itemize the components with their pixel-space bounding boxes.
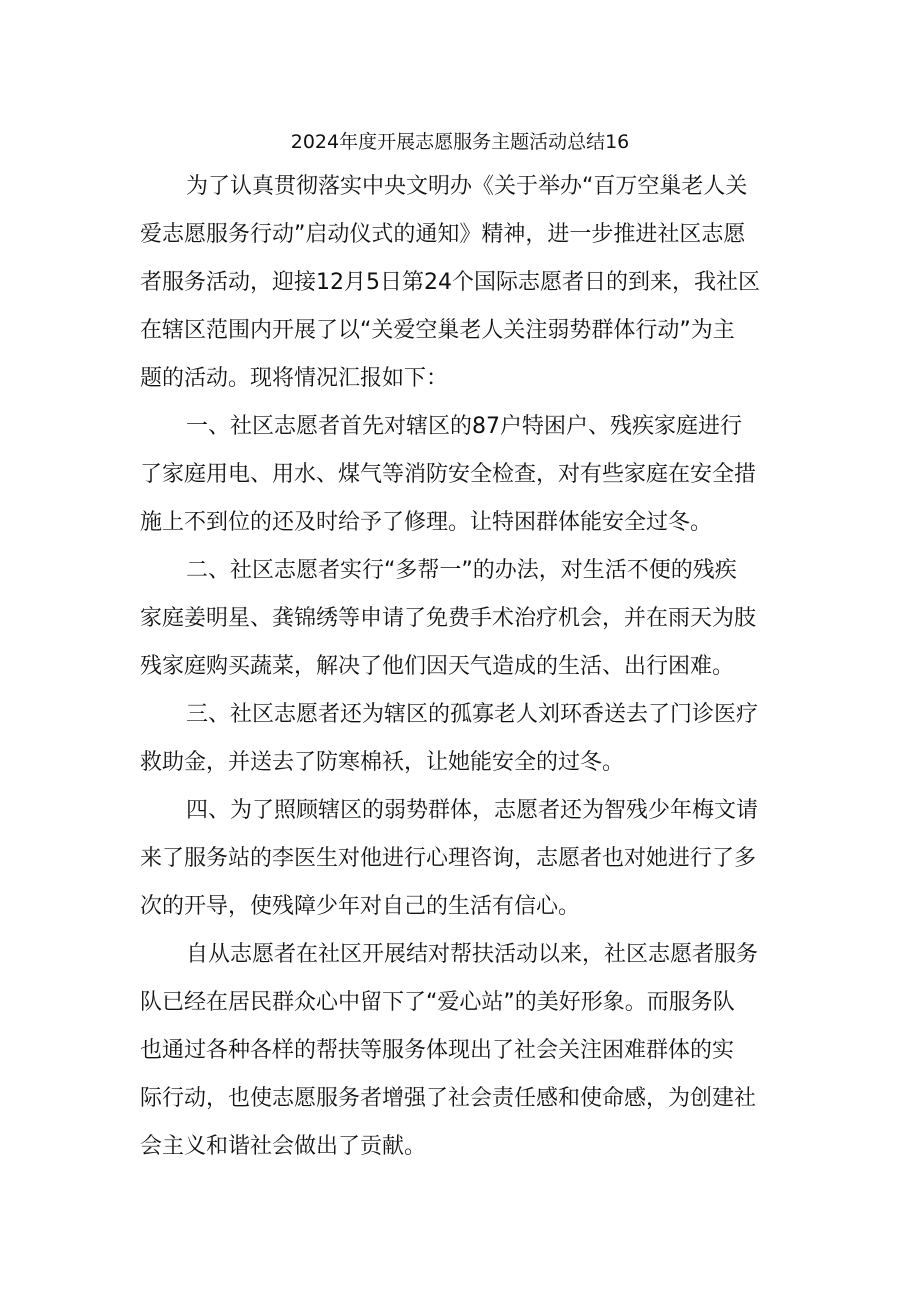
paragraph-line: 者服务活动，迎接12月5日第24个国际志愿者日的到来，我社区 [140,270,760,295]
paragraph-line: 救助金，并送去了防寒棉袄，让她能安全的过冬。 [140,750,625,775]
paragraph-line: 家庭姜明星、龚锦绣等申请了免费手术治疗机会，并在雨天为肢 [140,606,757,631]
paragraph-line: 自从志愿者在社区开展结对帮扶活动以来，社区志愿者服务 [186,942,759,967]
paragraph-line: 二、社区志愿者实行“多帮一”的办法，对生活不便的残疾 [186,558,737,583]
paragraph-line: 际行动，也使志愿服务者增强了社会责任感和使命感，为创建社 [140,1086,757,1111]
document-title: 2024年度开展志愿服务主题活动总结16 [290,131,630,153]
paragraph-item-3 [140,691,780,787]
paragraph-conclusion [140,931,780,1171]
paragraph-line: 残家庭购买蔬菜，解决了他们因天气造成的生活、出行困难。 [140,654,735,679]
paragraph-line: 为了认真贯彻落实中央文明办《关于举办“百万空巢老人关 [186,174,748,199]
paragraph-item-1 [140,403,780,547]
paragraph-line: 爱志愿服务行动”启动仪式的通知》精神，进一步推进社区志愿 [140,222,746,247]
paragraph-line: 次的开导，使残障少年对自己的生活有信心。 [140,894,581,919]
paragraph-line: 一、社区志愿者首先对辖区的87户特困户、残疾家庭进行 [186,414,742,439]
paragraph-line: 队已经在居民群众心中留下了“爱心站”的美好形象。而服务队 [140,990,735,1015]
paragraph-item-2 [140,547,780,691]
document-body [140,163,780,1171]
paragraph-line: 施上不到位的还及时给予了修理。让特困群体能安全过冬。 [140,510,713,535]
paragraph-line: 来了服务站的李医生对他进行心理咨询，志愿者也对她进行了多 [140,846,757,871]
paragraph-line: 题的活动。现将情况汇报如下： [140,366,449,391]
paragraph-item-4 [140,787,780,931]
paragraph-intro [140,163,780,403]
paragraph-line: 四、为了照顾辖区的弱势群体，志愿者还为智残少年梅文请 [186,798,759,823]
paragraph-line: 了家庭用电、用水、煤气等消防安全检查，对有些家庭在安全措 [140,462,757,487]
paragraph-line: 三、社区志愿者还为辖区的孤寡老人刘环香送去了门诊医疗 [186,702,759,727]
paragraph-line: 在辖区范围内开展了以“关爱空巢老人关注弱势群体行动”为主 [140,318,735,343]
paragraph-line: 会主义和谐社会做出了贡献。 [140,1134,427,1159]
paragraph-line: 也通过各种各样的帮扶等服务体现出了社会关注困难群体的实 [140,1038,735,1063]
